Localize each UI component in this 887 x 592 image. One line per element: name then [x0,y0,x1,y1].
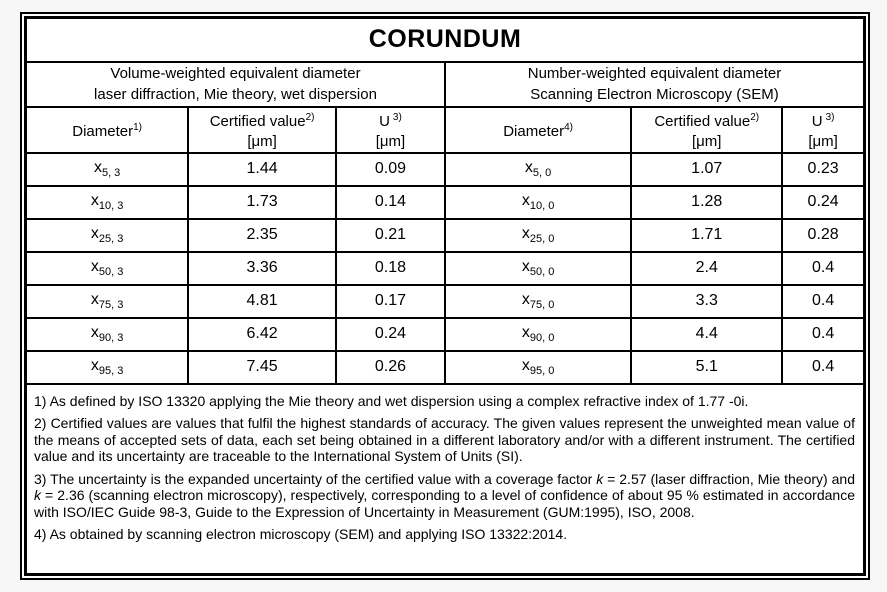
diameter-cell: $x_{10, 3}$ [26,186,189,219]
footnote-3-marker: 3) [34,470,47,487]
column-header-uncertainty-left: U $^{3)}$ [μm] [336,107,445,153]
footnote-4-text: As obtained by scanning electron microscopy (SEM) and applying ISO 13322:2014. [49,526,568,542]
diameter-cell: $x_{75, 3}$ [26,285,189,318]
diameter-cell: $x_{5, 0}$ [445,153,631,186]
diameter-subscript: 25, 0 [529,233,555,246]
certified-value-cell: 1.44 [188,153,336,186]
footnote-ref-1: 1) [133,121,143,133]
certified-value-cell: 1.73 [188,186,336,219]
certified-value-cell: 1.71 [631,219,782,252]
diameter-subscript: 90, 3 [98,332,124,345]
certified-value-cell: 4.4 [631,318,782,351]
footnote-2-marker: 2) [34,415,47,431]
table-row [26,351,865,384]
unit-label: [μm] [375,132,406,150]
unit-label: [μm] [692,132,722,150]
uncertainty-cell: 0.09 [336,153,445,186]
uncertainty-cell: 0.24 [782,186,864,219]
diameter-subscript: 10, 3 [98,200,124,213]
diameter-cell: $x_{25, 3}$ [26,219,189,252]
diameter-subscript: 5, 3 [101,167,121,180]
table-row [26,318,865,351]
diameter-cell: $x_{10, 0}$ [445,186,631,219]
uncertainty-cell: 0.14 [336,186,445,219]
diameter-subscript: 50, 3 [98,266,124,279]
uncertainty-cell: 0.18 [336,252,445,285]
diameter-cell: $x_{50, 0}$ [445,252,631,285]
uncertainty-cell: 0.21 [336,219,445,252]
footnote-3-text: The uncertainty is the expanded uncertainty of the certified value with a coverage factor [50,470,597,487]
uncertainty-cell: 0.4 [782,318,864,351]
diameter-subscript: 95, 3 [98,365,124,378]
table-row [26,153,865,186]
uncertainty-cell: 0.4 [782,351,864,384]
footnote-ref-2: 2) [305,111,315,123]
diameter-subscript: 95, 0 [529,365,555,378]
certified-value-cell: 1.28 [631,186,782,219]
diameter-subscript: 5, 0 [532,167,552,180]
table-row [26,219,865,252]
diameter-cell: $x_{90, 3}$ [26,318,189,351]
diameter-subscript: 10, 0 [529,200,555,213]
footnote-ref-3: 3) [392,111,402,123]
uncertainty-cell: 0.28 [782,219,864,252]
footnote-ref-4: 4) [564,121,573,133]
column-header-uncertainty-right: U $^{3)}$ [μm] [782,107,864,153]
certified-value-cell: 5.1 [631,351,782,384]
footnotes-row [26,384,865,575]
diameter-cell: $x_{25, 0}$ [445,219,631,252]
title-row [26,18,865,62]
certificate-table [24,16,866,576]
footnote-ref-3: 3) [825,111,835,123]
diameter-cell: $x_{75, 0}$ [445,285,631,318]
certified-value-cell: 1.07 [631,153,782,186]
diameter-cell: $x_{90, 0}$ [445,318,631,351]
uncertainty-cell: 0.26 [336,351,445,384]
table-row [26,285,865,318]
column-header-certified-left: Certified value$^{2)}$ [μm] [188,107,336,153]
footnote-1-text: As defined by ISO 13320 applying the Mie theory and wet dispersion using a complex refractive index of 1.77 -0i. [49,392,749,409]
certificate-table-frame [20,12,870,580]
page-title: CORUNDUM [26,18,865,62]
footnotes [26,384,865,575]
diameter-subscript: 75, 0 [529,299,555,312]
column-header-row [26,107,865,153]
certified-value-cell: 3.3 [631,285,782,318]
diameter-subscript: 25, 3 [98,233,124,246]
unit-label: [μm] [808,132,838,150]
certified-value-cell: 4.81 [188,285,336,318]
diameter-subscript: 50, 0 [529,266,555,279]
section-header-volume-weighted [26,62,445,107]
footnote-ref-2: 2) [750,111,760,123]
column-header-diameter-left: Diameter$^{1)}$ [26,107,189,153]
section-header-row [26,62,865,107]
section-volume-line1: Volume-weighted equivalent diameter [110,65,361,82]
uncertainty-cell: 0.4 [782,285,864,318]
column-header-diameter-right: Diameter$^{4)}$ [445,107,631,153]
table-row [26,252,865,285]
footnote-1-marker: 1) [34,392,47,409]
certified-value-cell: 3.36 [188,252,336,285]
footnote-1 [34,393,855,410]
footnote-4-marker: 4) [34,526,47,542]
certified-value-cell: 2.4 [631,252,782,285]
diameter-subscript: 75, 3 [98,299,124,312]
unit-label: [μm] [247,132,277,150]
section-header-number-weighted [445,62,865,107]
uncertainty-cell: 0.4 [782,252,864,285]
certified-value-cell: 7.45 [188,351,336,384]
section-number-line1: Number-weighted equivalent diameter [527,65,782,82]
table-row [26,186,865,219]
footnote-3: 3) The uncertainty is the expanded uncertainty of the certified value with a coverage factor k = 2.57 (laser diffraction, Mie theory) and k = 2.36 (scanning electron microscopy), respectively, corresponding to a level of confidence of about 95 % estimated in accordance with ISO/IEC Guide 98-3, Guide to the Expression of Uncertainty in Measurement (GUM:1995), ISO, 2008. [34,470,855,520]
certified-value-cell: 6.42 [188,318,336,351]
footnote-2 [34,415,855,465]
diameter-cell: $x_{95, 3}$ [26,351,189,384]
uncertainty-cell: 0.24 [336,318,445,351]
coverage-factor-symbol: k [34,487,41,503]
column-header-certified-right: Certified value$^{2)}$ [μm] [631,107,782,153]
uncertainty-cell: 0.17 [336,285,445,318]
coverage-factor-symbol: k [596,470,604,487]
uncertainty-cell: 0.23 [782,153,864,186]
diameter-cell: $x_{50, 3}$ [26,252,189,285]
footnote-2-text: Certified values are values that fulfil the highest standards of accuracy. The given values represent the unweighted mean value of the means of accepted sets of data, each set being obtained in a different laboratory and/or with a different instrument. The certified value and its uncertainty are traceable to the International System of Units (SI). [34,415,855,464]
section-volume-line2: laser diffraction, Mie theory, wet dispersion [94,86,377,103]
footnote-4 [34,526,855,543]
certified-value-cell: 2.35 [188,219,336,252]
diameter-subscript: 90, 0 [529,332,555,345]
diameter-cell: $x_{5, 3}$ [26,153,189,186]
diameter-cell: $x_{95, 0}$ [445,351,631,384]
section-number-line2: Scanning Electron Microscopy (SEM) [530,86,779,103]
